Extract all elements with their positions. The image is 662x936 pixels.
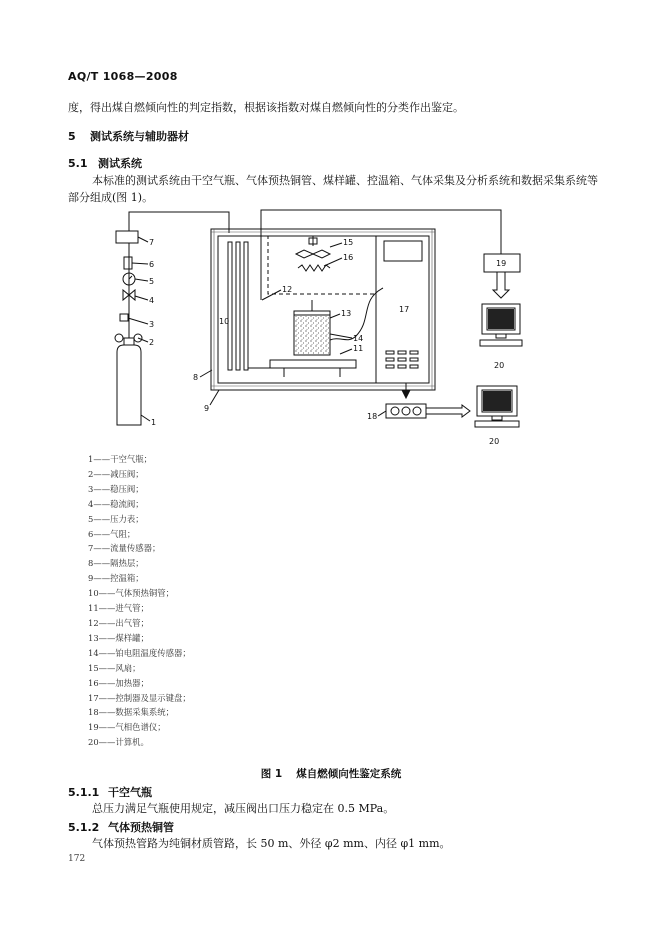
legend-item: 10——气体预热铜管； bbox=[88, 588, 175, 599]
figure-legend bbox=[88, 452, 191, 750]
section-number: 5.1 bbox=[68, 157, 88, 170]
label-1: 1 bbox=[151, 418, 157, 427]
stabilizing-valve bbox=[120, 314, 128, 321]
controller-keypad bbox=[386, 351, 418, 368]
preheat-copper-tube bbox=[228, 242, 232, 370]
label-6: 6 bbox=[149, 260, 155, 269]
test-system-diagram bbox=[0, 0, 662, 460]
legend-item: 18——数据采集系统； bbox=[88, 707, 175, 718]
legend-item: 5——压力表； bbox=[88, 513, 144, 524]
temperature-chamber bbox=[218, 236, 429, 383]
label-14: 14 bbox=[353, 334, 364, 343]
section-5-1-paragraph: 本标准的测试系统由干空气瓶、气体预热铜管、煤样罐、控温箱、气体采集及分析系统和数据采集系统等部分组成(图 1)。 bbox=[68, 174, 598, 204]
legend-item: 20——计算机。 bbox=[88, 737, 149, 748]
legend-item: 13——煤样罐； bbox=[88, 632, 149, 643]
section-number: 5.1.1 bbox=[68, 786, 100, 799]
label-19: 19 bbox=[496, 259, 507, 268]
label-3: 3 bbox=[149, 320, 155, 329]
legend-item: 15——风扇； bbox=[88, 662, 141, 673]
label-15: 15 bbox=[343, 238, 354, 247]
label-7: 7 bbox=[149, 238, 155, 247]
label-4: 4 bbox=[149, 296, 155, 305]
legend-item: 1——干空气瓶； bbox=[88, 454, 152, 464]
document-header: AQ/T 1068—2008 bbox=[68, 70, 178, 83]
label-9: 9 bbox=[204, 404, 210, 413]
inlet-pipe bbox=[270, 360, 356, 368]
legend-item: 19——气相色谱仪； bbox=[88, 722, 166, 733]
legend-item: 7——流量传感器； bbox=[88, 543, 161, 554]
label-16: 16 bbox=[343, 253, 354, 262]
reducing-valve-gauge-left bbox=[115, 334, 123, 342]
fan bbox=[296, 250, 330, 258]
section-5-1-2-heading bbox=[68, 819, 174, 835]
legend-item: 2——减压阀； bbox=[88, 468, 144, 479]
legend-item: 14——铂电阻温度传感器； bbox=[88, 647, 191, 658]
section-number: 5.1.2 bbox=[68, 821, 100, 834]
legend-item: 9——控温箱； bbox=[88, 573, 144, 584]
label-8: 8 bbox=[193, 373, 199, 382]
gas-resistor bbox=[124, 257, 132, 269]
gas-cylinder bbox=[117, 345, 141, 425]
label-5: 5 bbox=[149, 277, 155, 286]
section-title: 测试系统与辅助器材 bbox=[90, 130, 189, 143]
label-20-a: 20 bbox=[494, 361, 505, 370]
section-title: 干空气瓶 bbox=[108, 786, 152, 799]
legend-item: 4——稳流阀； bbox=[88, 498, 144, 509]
section-number: 5 bbox=[68, 130, 76, 143]
label-2: 2 bbox=[149, 338, 155, 347]
label-18: 18 bbox=[367, 412, 378, 421]
legend-item: 6——气阻； bbox=[88, 528, 136, 539]
figure-caption bbox=[0, 766, 662, 781]
section-5-1-1-heading bbox=[68, 784, 152, 800]
legend-item: 17——控制器及显示键盘； bbox=[88, 692, 191, 703]
controller-display bbox=[384, 241, 422, 261]
legend-item: 3——稳压阀； bbox=[88, 483, 144, 494]
section-title: 气体预热铜管 bbox=[108, 821, 174, 834]
label-12: 12 bbox=[282, 285, 293, 294]
figure-title: 煤自燃倾向性鉴定系统 bbox=[296, 768, 402, 780]
data-acquisition-system bbox=[386, 404, 426, 418]
legend-item: 8——隔热层； bbox=[88, 558, 144, 569]
section-title: 测试系统 bbox=[98, 157, 142, 170]
page-number: 172 bbox=[68, 854, 86, 864]
cylinder-neck bbox=[124, 338, 134, 345]
label-10: 10 bbox=[219, 317, 230, 326]
section-5-1-2-paragraph: 气体预热管路为纯铜材质管路，长 50 m、外径 φ2 mm、内径 φ1 mm。 bbox=[92, 837, 451, 850]
figure-number: 图 1 bbox=[260, 768, 283, 780]
section-5-1-1-paragraph: 总压力满足气瓶使用规定，减压阀出口压力稳定在 0.5 MPa。 bbox=[92, 802, 395, 815]
label-11: 11 bbox=[353, 344, 364, 353]
intro-paragraph: 度，得出煤自燃倾向性的判定指数，根据该指数对煤自燃倾向性的分类作出鉴定。 bbox=[68, 101, 464, 114]
legend-item: 16——加热器； bbox=[88, 677, 149, 688]
flow-sensor bbox=[116, 231, 138, 243]
label-13: 13 bbox=[341, 309, 352, 318]
legend-item: 11——进气管； bbox=[88, 603, 149, 614]
label-20-b: 20 bbox=[489, 437, 500, 446]
label-17: 17 bbox=[399, 305, 410, 314]
legend-item: 12——出气管； bbox=[88, 617, 149, 628]
